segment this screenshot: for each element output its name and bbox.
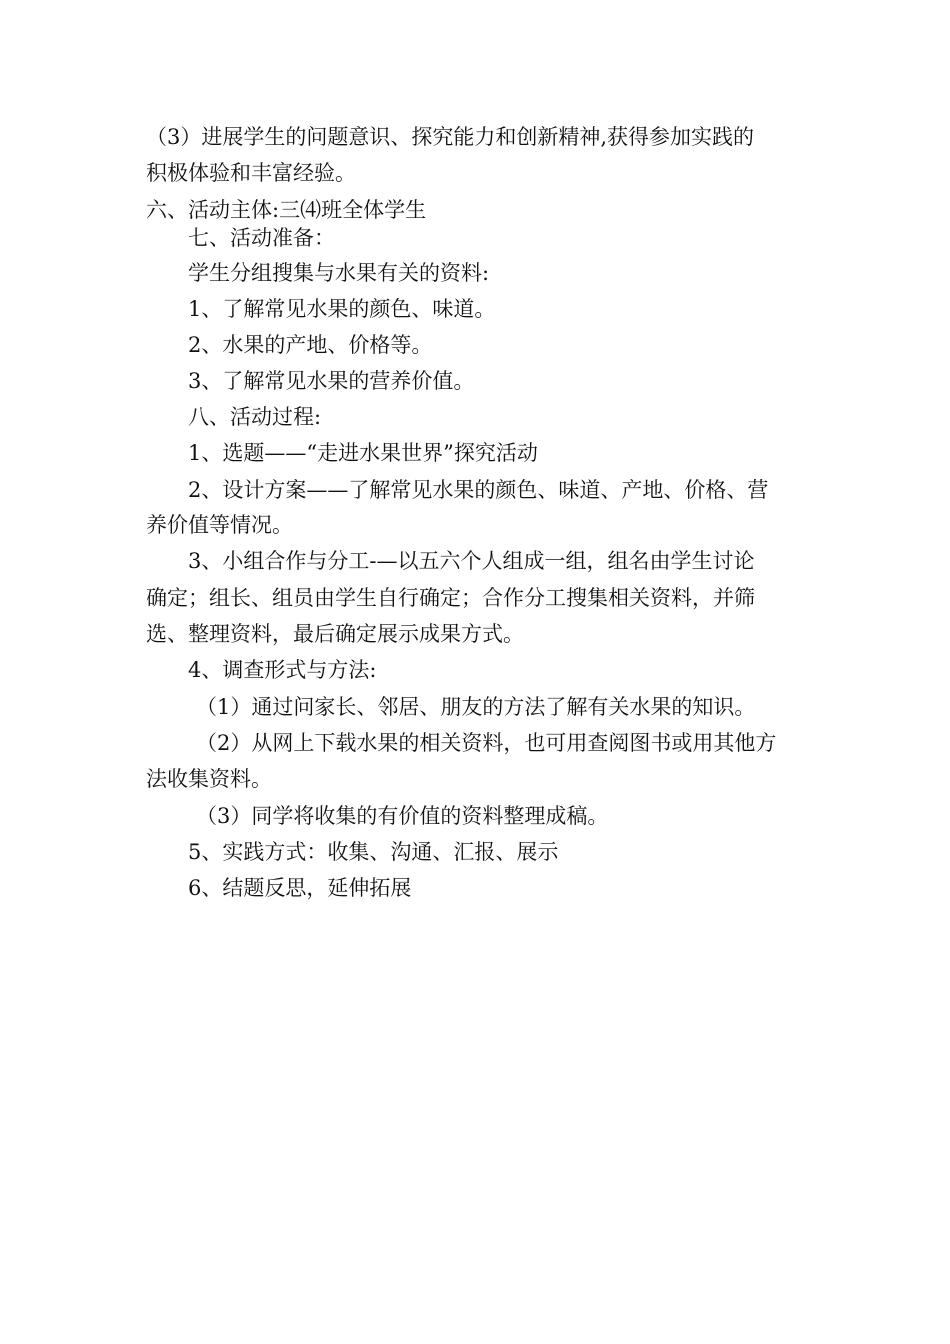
survey-method-1: （1）通过问家长、邻居、朋友的方法了解有关水果的知识。 xyxy=(196,695,756,719)
section-heading-activity-process: 八、活动过程: xyxy=(188,405,322,429)
survey-method-2-line-2: 法收集资料。 xyxy=(146,767,272,791)
survey-method-3: （3）同学将收集的有价值的资料整理成稿。 xyxy=(196,804,609,828)
section-heading-activity-subject: 六、活动主体:三⑷班全体学生 xyxy=(146,198,427,222)
preparation-item-2: 2、水果的产地、价格等。 xyxy=(188,333,433,357)
process-step-4: 4、调查形式与方法: xyxy=(188,658,377,682)
process-step-2-line-1: 2、设计方案——了解常见水果的颜色、味道、产地、价格、营 xyxy=(188,478,769,502)
process-step-6: 6、结题反思，延伸拓展 xyxy=(188,876,412,900)
process-step-3-line-1: 3、小组合作与分工-—以五六个人组成一组，组名由学生讨论 xyxy=(188,549,755,573)
section-heading-activity-preparation: 七、活动准备： xyxy=(188,226,335,250)
process-step-2-line-2: 养价值等情况。 xyxy=(146,513,293,537)
preparation-item-3: 3、了解常见水果的营养价值。 xyxy=(188,369,475,393)
paragraph-goal-3-line-2: 积极体验和丰富经验。 xyxy=(146,161,356,185)
paragraph-goal-3-line-1: （3）进展学生的问题意识、探究能力和创新精神,获得参加实践的 xyxy=(146,125,755,149)
preparation-intro: 学生分组搜集与水果有关的资料: xyxy=(188,261,490,285)
preparation-item-1: 1、了解常见水果的颜色、味道。 xyxy=(188,297,496,321)
process-step-5: 5、实践方式：收集、沟通、汇报、展示 xyxy=(188,840,559,864)
process-step-1: 1、选题——“走进水果世界”探究活动 xyxy=(188,441,538,465)
survey-method-2-line-1: （2）从网上下载水果的相关资料，也可用查阅图书或用其他方 xyxy=(196,731,777,755)
process-step-3-line-3: 选、整理资料，最后确定展示成果方式。 xyxy=(146,622,524,646)
process-step-3-line-2: 确定；组长、组员由学生自行确定；合作分工搜集相关资料，并筛 xyxy=(146,586,755,610)
